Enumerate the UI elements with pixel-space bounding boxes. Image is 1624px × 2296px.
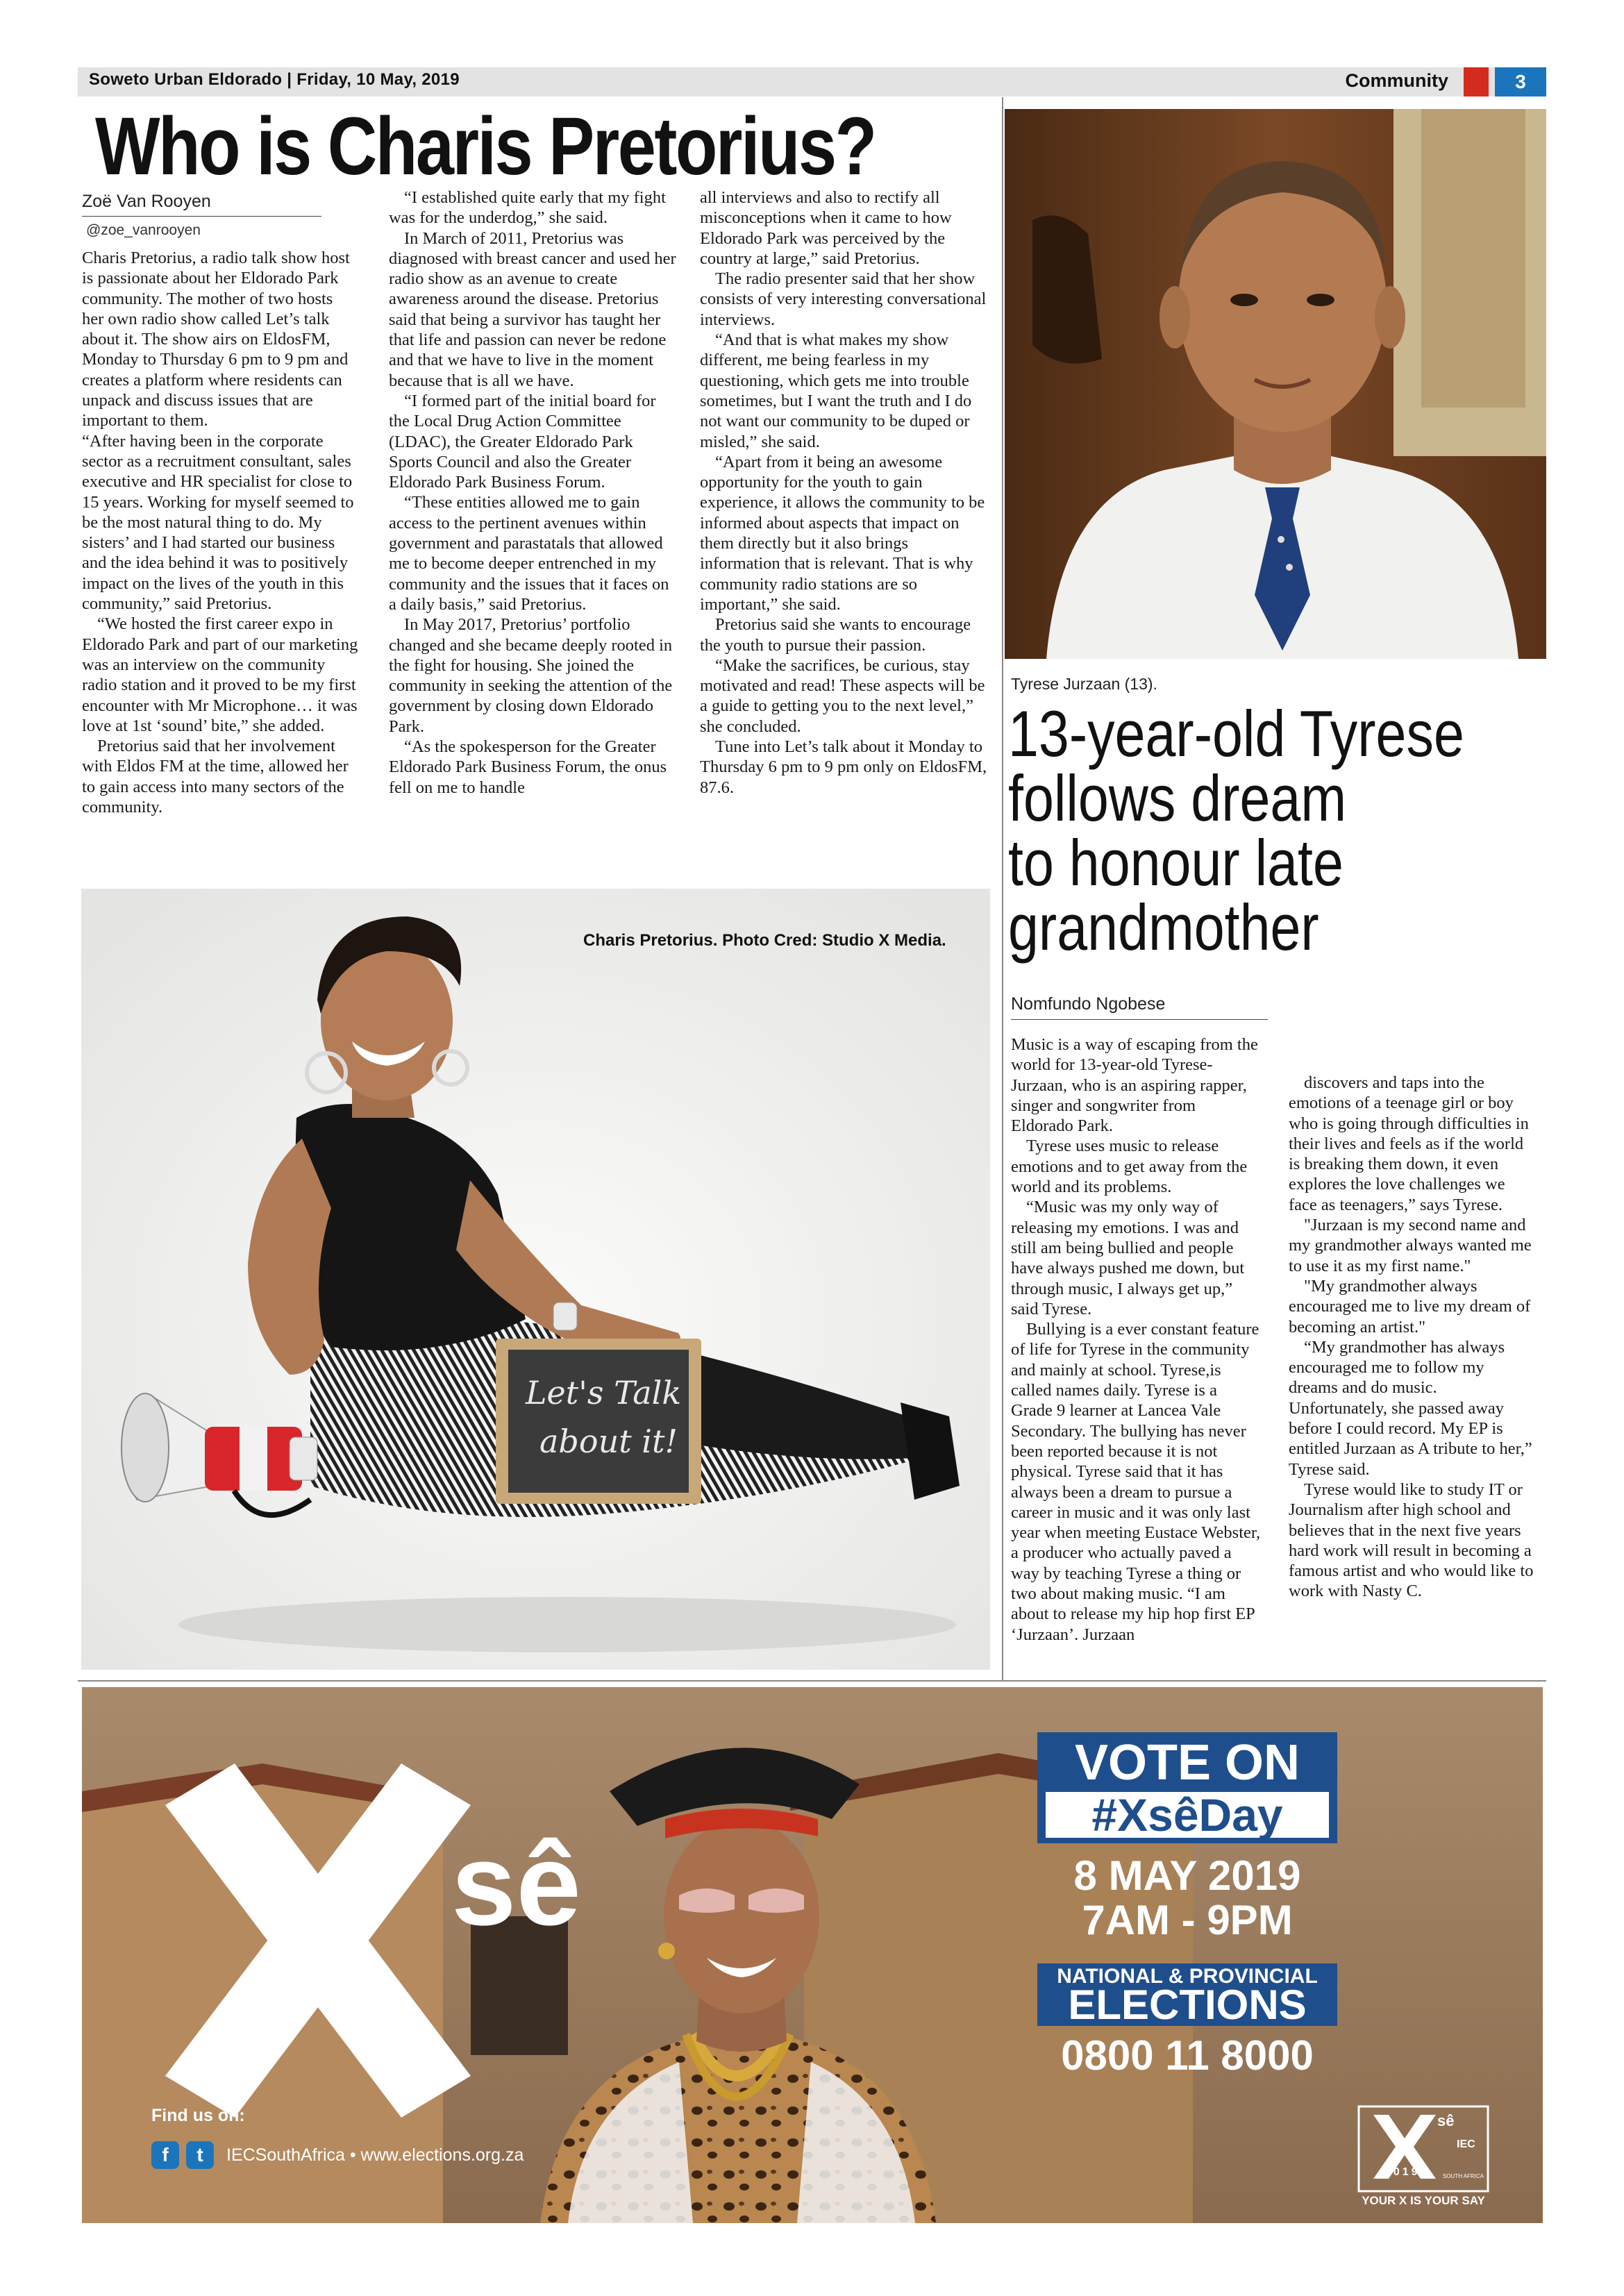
- facebook-icon[interactable]: f: [151, 2141, 179, 2169]
- elections-text: ELECTIONS: [1068, 1981, 1307, 2028]
- paragraph: “These entities allowed me to gain access to the pertinent avenues within government and parastatals that allowed me to become deeper entrenched in my community and the issues that it faces on a daily basis,” said Pretorius.: [389, 493, 669, 614]
- paragraph: In March of 2011, Pretorius was diagnosed with breast cancer and used her radio show as an avenue to create awareness around the disease. Pretorius said that being a survivor has taught her that life and passion can never be redone and that we have to live in the moment because that is all we have.: [389, 228, 676, 390]
- publication-dateline: Soweto Urban Eldorado | Friday, 10 May, 2019: [89, 70, 460, 89]
- advert-brand-word: sê: [451, 1819, 581, 1950]
- headline-line: 13-year-old Tyrese: [1008, 697, 1464, 770]
- author-handle: @zoe_vanrooyen: [86, 222, 201, 238]
- paragraph: discovers and taps into the emotions of a teenage girl or boy who is going through difficulties in their lives and feels as if the world is breaking them down, it even explores the love challenges we face as teenagers,” says Tyrese.: [1289, 1073, 1529, 1214]
- find-us-label: Find us on:: [151, 2106, 245, 2125]
- section-color-block: [1464, 67, 1489, 97]
- advert-slogan: YOUR X IS YOUR SAY: [1362, 2194, 1485, 2207]
- paragraph: “I formed part of the initial board for the Local Drug Action Committee (LDAC), the Greater Eldorado Park Sports Council and also the Greater Eldorado Park Business Forum.: [389, 391, 656, 492]
- logo-brand-word: sê: [1437, 2112, 1455, 2129]
- national-provincial-text: NATIONAL & PROVINCIAL: [1057, 1965, 1318, 1988]
- iec-election-advert: [82, 1687, 1543, 2223]
- vote-on-box: [1037, 1732, 1337, 1843]
- hashtag-box: [1046, 1789, 1329, 1841]
- byline-rule: [1011, 1019, 1268, 1020]
- photo-caption: Tyrese Jurzaan (13).: [1011, 675, 1157, 693]
- page-divider: [78, 1680, 1546, 1682]
- chalkboard-line-2: about it!: [539, 1423, 678, 1460]
- page-number: 3: [1495, 67, 1546, 97]
- logo-south-africa: SOUTH AFRICA: [1443, 2173, 1484, 2179]
- paragraph: “And that is what makes my show different, me being fearless in my questioning, which gets me into trouble sometimes, but I want the truth and I do not want our community to be duped or misled,” she said.: [700, 330, 972, 451]
- tyrese-jurzaan-photo: [1005, 109, 1546, 659]
- paragraph: “Music was my only way of releasing my emotions. I was and still am being bullied and people have always pushed me down, but through music, I always get up,” said Tyrese.: [1011, 1198, 1245, 1318]
- election-date: [1037, 1854, 1337, 1943]
- headline-line: follows dream: [1008, 762, 1347, 835]
- paragraph: In May 2017, Pretorius’ portfolio changed and she became deeply rooted in the fight for housing. She joined the community in seeking the attention of the government by closing down Eldorado Park.: [389, 615, 673, 736]
- story-column-2: [389, 187, 679, 798]
- paragraph: Music is a way of escaping from the world for 13-year-old Tyrese-Jurzaan, who is an aspiring rapper, singer and songwriter from Eldorado Park.: [1011, 1035, 1258, 1136]
- paragraph: “My grandmother has always encouraged me to follow my dreams and do music. Unfortunately, she passed away before I could record. My EP is entitled Jurzaan as A tribute to her,” Tyrese said.: [1289, 1337, 1532, 1479]
- elections-box: [1037, 1963, 1337, 2026]
- story-column-3: [700, 187, 990, 798]
- photo-caption: Charis Pretorius. Photo Cred: Studio X Media.: [583, 931, 946, 950]
- paragraph: “Make the sacrifices, be curious, stay motivated and read! These aspects will be a guide to getting you to the next level,” she concluded.: [700, 655, 985, 736]
- byline-rule: [82, 216, 321, 217]
- paragraph: “I established quite early that my fight was for the underdog,” she said.: [389, 188, 666, 228]
- vote-on-text: VOTE ON: [1074, 1735, 1300, 1791]
- story-headline: Who is Charis Pretorius?: [95, 101, 876, 192]
- paragraph: Pretorius said that her involvement with Eldos FM at the time, allowed her to gain access into many sectors of the community.: [82, 737, 349, 817]
- paragraph: “We hosted the first career expo in Eldorado Park and part of our marketing was an interview on the community radio station and it proved to be my first encounter with Mr Microphone… it was love at 1st ‘sound’ bite,” she added.: [82, 614, 358, 735]
- helpline-number: 0800 11 8000: [1061, 2032, 1314, 2079]
- story-byline: Nomfundo Ngobese: [1011, 994, 1166, 1014]
- social-links: [151, 2141, 524, 2169]
- paragraph: Tyrese uses music to release emotions and to get away from the world and its problems.: [1011, 1137, 1248, 1197]
- election-time-line: 7AM - 9PM: [1082, 1897, 1293, 1943]
- paragraph: “As the spokesperson for the Greater Eldorado Park Business Forum, the onus fell on me to handle: [389, 737, 667, 797]
- paragraph: all interviews and also to rectify all misconceptions when it came to how Eldorado Park was perceived by the country at large,” said Pretorius.: [700, 188, 952, 268]
- chalkboard-line-1: Let's Talk: [526, 1374, 682, 1411]
- column-divider: [1002, 97, 1003, 1680]
- story-column-1: [82, 248, 358, 817]
- logo-iec: IEC: [1457, 2138, 1475, 2150]
- hashtag-text: #XsêDay: [1091, 1789, 1283, 1841]
- paragraph: Bullying is a ever constant feature of life for Tyrese in the community and mainly at school. Tyrese,is called names daily. Tyrese is a Grade 9 learner at Lancea Vale Secondary. The bullying has never been reported because it is not physical. Tyrese said that it has always been a dream to pursue a career in music and it was only last year when meeting Eustace Webster, a producer who actually paved a way by teaching Tyrese a thing or two about making music. “I am about to release my hip hop first EP ‘Jurzaan’. Jurzaan: [1011, 1320, 1261, 1644]
- headline-line: grandmother: [1008, 891, 1319, 964]
- paragraph: Tyrese would like to study IT or Journalism after high school and believes that in the next five years hard work will result in becoming a famous artist and who would like to work with Nasty C.: [1289, 1480, 1534, 1601]
- story-headline: [1008, 697, 1533, 964]
- paragraph: Charis Pretorius, a radio talk show host is passionate about her Eldorado Park community. The mother of two hosts her own radio show called Let’s talk about it. The show airs on EldosFM, Monday to Thursday 6 pm to 9 pm and creates a platform where residents can unpack and discuss issues that are important to them.: [82, 249, 350, 430]
- paragraph: The radio presenter said that her show consists of very interesting conversational interviews.: [700, 269, 987, 329]
- paragraph: "My grandmother always encouraged me to live my dream of becoming an artist.": [1289, 1276, 1531, 1336]
- paragraph: Tune into Let’s talk about it Monday to Thursday 6 pm to 9 pm only on EldosFM, 87.6.: [700, 737, 987, 797]
- paragraph: "Jurzaan is my second name and my grandmother always wanted me to use it as my first name.": [1289, 1216, 1532, 1275]
- logo-year: 2019: [1384, 2166, 1421, 2178]
- social-handle-and-url[interactable]: IECSouthAfrica • www.elections.org.za: [226, 2145, 524, 2165]
- paragraph: “Apart from it being an awesome opportunity for the youth to gain experience, it allows the community to be informed about aspects that impact on them directly but it also brings information that is relevant. That is why community radio stations are so important,” she said.: [700, 452, 985, 614]
- story-column-5: [1289, 1073, 1536, 1602]
- paragraph: “After having been in the corporate sector as a recruitment consultant, sales executive and HR specialist for close to 15 years. Working for myself seemed to be the most natural thing to do. My sisters’ and I had started our business and the idea behind it was to positively impact on the lives of the youth in this community,” said Pretorius.: [82, 431, 354, 614]
- section-label: Community: [1345, 70, 1448, 91]
- twitter-icon[interactable]: t: [186, 2141, 214, 2169]
- story-byline: Zoë Van Rooyen: [82, 192, 211, 211]
- election-date-line: 8 MAY 2019: [1073, 1852, 1301, 1899]
- paragraph: Pretorius said she wants to encourage the youth to pursue their passion.: [700, 615, 971, 655]
- charis-pretorius-photo: [81, 889, 990, 1670]
- story-column-4: [1011, 1034, 1261, 1645]
- headline-line: to honour late: [1008, 826, 1343, 899]
